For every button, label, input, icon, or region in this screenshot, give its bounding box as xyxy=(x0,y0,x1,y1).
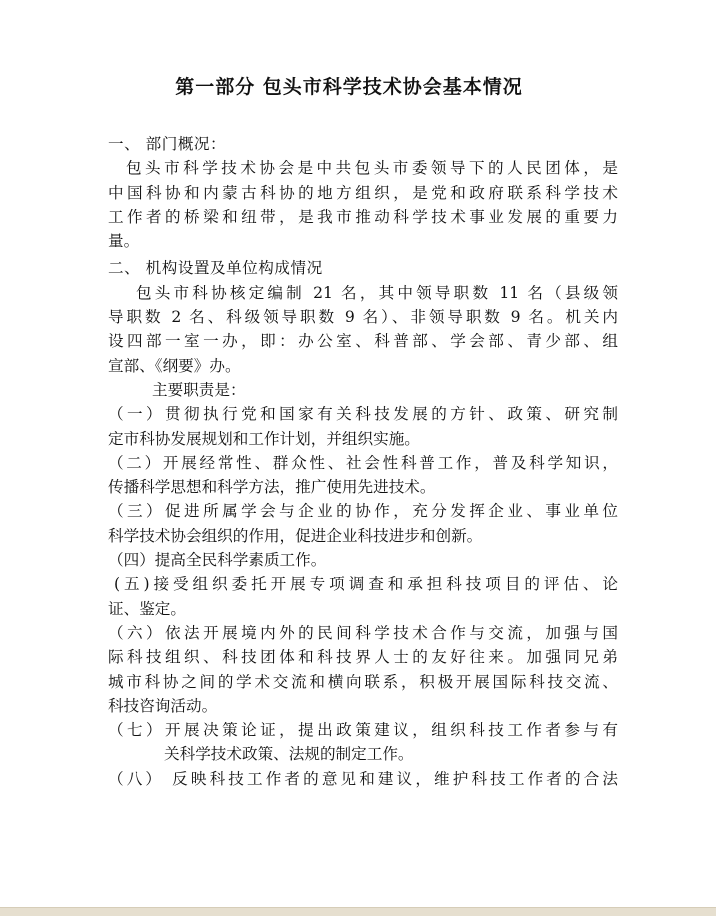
paragraph-line: 工作者的桥梁和纽带，是我市推动科学技术事业发展的重要力 xyxy=(108,207,618,226)
document-body xyxy=(108,132,618,791)
paragraph-line: 宣部、《纲要》办。 xyxy=(108,356,241,375)
duty-line: （八） 反映科技工作者的意见和建议，维护科技工作者的合法 xyxy=(108,769,618,788)
duty-line: 定市科协发展规划和工作计划，并组织实施。 xyxy=(108,429,420,448)
duty-line: 城市科协之间的学术交流和横向联系，积极开展国际科技交流、 xyxy=(108,672,618,691)
duty-line: （四）提高全民科学素质工作。 xyxy=(108,551,327,570)
duty-line: 科学技术协会组织的作用，促进企业科技进步和创新。 xyxy=(108,526,483,545)
paragraph-line: 中国科协和内蒙古科协的地方组织，是党和政府联系科学技术 xyxy=(108,183,618,202)
duty-line: 际科技组织、科技团体和科技界人士的友好往来。加强同兄弟 xyxy=(108,648,618,667)
paragraph-line: 量。 xyxy=(108,232,140,251)
paragraph-line: 导职数 2 名、科级领导职数 9 名）、非领导职数 9 名。机关内 xyxy=(108,308,618,327)
page-title: 第一部分 包头市科学技术协会基本情况 xyxy=(175,76,523,98)
duty-line: （二）开展经常性、群众性、社会性科普工作，普及科学知识， xyxy=(108,453,618,472)
section-heading-overview: 一、 部门概况： xyxy=(108,135,227,153)
duty-line: （一）贯彻执行党和国家有关科技发展的方针、政策、研究制 xyxy=(108,405,618,424)
duty-line: （六）依法开展境内外的民间科学技术合作与交流，加强与国 xyxy=(108,623,618,642)
duty-line: 证、鉴定。 xyxy=(108,599,186,618)
paragraph-line: 包头市科协核定编制 21 名，其中领导职数 11 名（县级领 xyxy=(136,283,618,302)
duty-line: 关科学技术政策、法规的制定工作。 xyxy=(164,745,414,764)
duty-line: (五)接受组织委托开展专项调查和承担科技项目的评估、论 xyxy=(114,575,618,594)
paragraph-line: 包头市科学技术协会是中共包头市委领导下的人民团体，是 xyxy=(126,159,618,178)
duty-line: （七）开展决策论证，提出政策建议，组织科技工作者参与有 xyxy=(108,721,618,740)
page-bottom-edge xyxy=(0,907,716,916)
duty-line: 传播科学思想和科学方法，推广使用先进技术。 xyxy=(108,478,436,497)
paragraph-line: 设四部一室一办，即：办公室、科普部、学会部、青少部、组 xyxy=(108,332,618,351)
duty-line: （三）促进所属学会与企业的协作，充分发挥企业、事业单位 xyxy=(108,502,618,521)
duties-heading: 主要职责是： xyxy=(152,380,246,399)
section-heading-organization: 二、 机构设置及单位构成情况 xyxy=(108,259,323,278)
duty-line: 科技咨询活动。 xyxy=(108,696,218,715)
